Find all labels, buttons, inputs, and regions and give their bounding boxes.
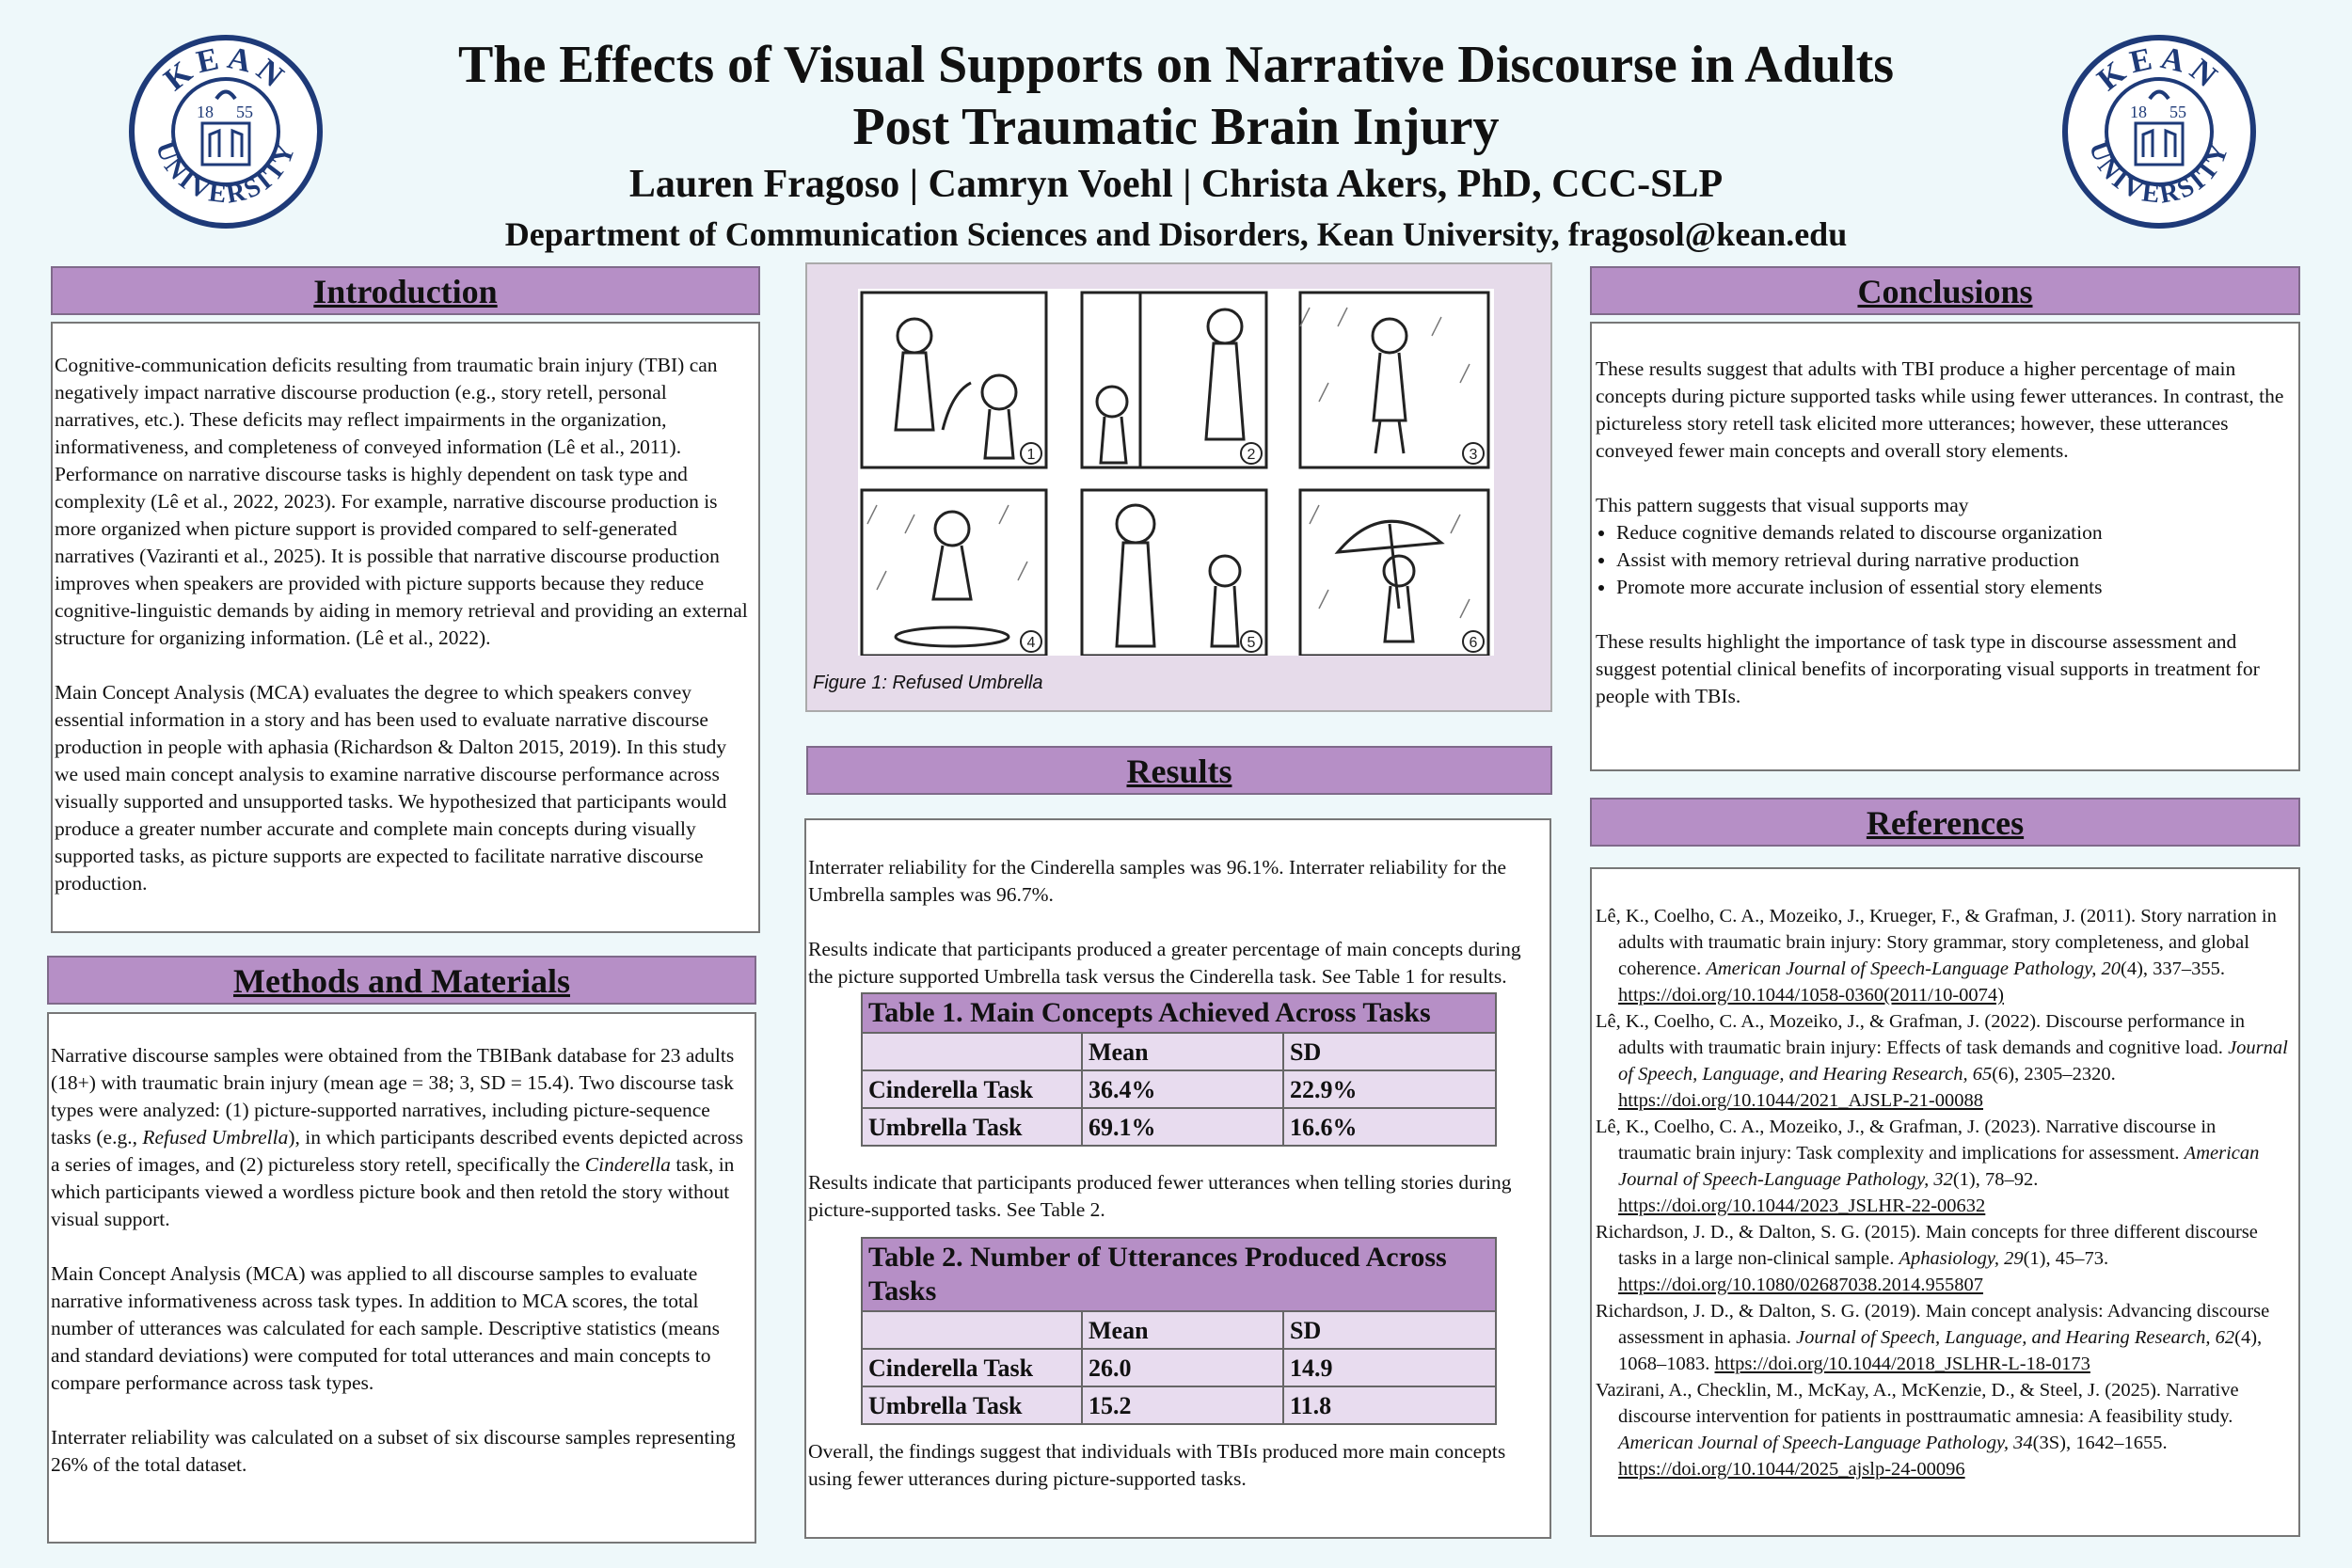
reference-link[interactable]: https://doi.org/10.1044/2023_JSLHR-22-00632 [1618, 1196, 1986, 1216]
panel-number-2: 2 [1247, 447, 1256, 463]
methods-paragraph-1: Narrative discourse samples were obtained from the TBIBank database for 23 adults (18+) with traumatic brain injury (mean age = 38; 3, SD = 15.4). Two discourse task types were analyzed: (1) picture-supported narratives, including picture-sequence tasks (e.g., Refused Umbrella), in which participants described events depicted across a series of images, and (2) pictureless story retell, specifically the Cinderella task, in which participants viewed a wordless picture book and then retold the story without visual support. [51, 1044, 743, 1230]
methods-box [47, 1012, 756, 1544]
panel-number-6: 6 [1469, 635, 1478, 651]
conclusions-heading: Conclusions [1590, 266, 2300, 315]
title-line-1: The Effects of Visual Supports on Narrative Discourse in Adults [457, 36, 1895, 94]
introduction-box [51, 322, 760, 933]
table-row: Cinderella Task 36.4% 22.9% [862, 1070, 1496, 1108]
conclusions-paragraph-2: This pattern suggests that visual supports may [1596, 494, 1969, 516]
introduction-paragraph-2: Main Concept Analysis (MCA) evaluates the degree to which speakers convey essential information in a story and has been used to evaluate narrative discourse production in people with aphasia (Richardson & Dalton 2015, 2019). In this study we used main concept analysis to examine narrative discourse performance across visually supported and unsupported tasks. We hypothesized that participants would produce a greater number accurate and complete main concepts during visually supported tasks, as picture supports are expected to facilitate narrative discourse production. [55, 681, 727, 895]
methods-heading: Methods and Materials [47, 956, 756, 1005]
reference-link[interactable]: https://doi.org/10.1044/2021_AJSLP-21-00088 [1618, 1090, 1984, 1111]
methods-paragraph-3: Interrater reliability was calculated on a subset of six discourse samples representing 26% of the total dataset. [51, 1426, 736, 1476]
svg-text:55: 55 [2169, 103, 2186, 121]
table-2-caption: Table 2. Number of Utterances Produced Across Tasks [862, 1238, 1496, 1311]
reference-item: Lê, K., Coelho, C. A., Mozeiko, J., Krueger, F., & Grafman, J. (2011). Story narration in adults with traumatic brain injury: Story grammar, story completeness, and global coherence. American Journal of Speech-Language Pathology, 20(4), 337–355. https://doi.org/10.1044/1058-0360(2011/10-0074) [1596, 906, 2277, 1006]
reference-item: Lê, K., Coelho, C. A., Mozeiko, J., & Grafman, J. (2022). Discourse performance in adults with traumatic brain injury: Effects of task demands and cognitive load. Journal of Speech, Language, and Hearing Research, 65(6), 2305–2320. https://doi.org/10.1044/2021_AJSLP-21-00088 [1596, 1011, 2288, 1111]
reference-link[interactable]: https://doi.org/10.1080/02687038.2014.955807 [1618, 1275, 1983, 1295]
authors: Lauren Fragoso | Camryn Voehl | Christa Akers, PhD, CCC-SLP [628, 163, 1724, 206]
conclusions-paragraph-1: These results suggest that adults with TBI produce a higher percentage of main concepts during picture supported tasks while using fewer utterances. In contrast, the pictureless story retell task elicited more utterances; however, these utterances conveyed fewer main concepts and overall story elements. [1596, 357, 2284, 462]
svg-text:18: 18 [197, 103, 214, 121]
svg-text:KEAN: KEAN [157, 40, 294, 98]
references-box [1590, 867, 2300, 1537]
references-heading: References [1590, 798, 2300, 847]
conclusions-box [1590, 322, 2300, 771]
conclusions-bullets [1596, 519, 2295, 601]
introduction-paragraph-1: Cognitive-communication deficits resulting from traumatic brain injury (TBI) can negatively impact narrative discourse production (e.g., story retell, personal narratives, etc.). These deficits may reflect impairments in the organization, informativeness, and completeness of conveyed information (Lê et al., 2011). Performance on narrative discourse tasks is highly dependent on task type and complexity (Lê et al., 2022, 2023). For example, narrative discourse production is more organized when picture support is provided compared to self-generated narratives (Vaziranti et al., 2025). It is possible that narrative discourse production improves when speakers are provided with picture supports because they reduce cognitive-linguistic demands by aiding in memory retrieval and providing an external structure for organizing information. (Lê et al., 2022). [55, 354, 748, 649]
introduction-heading: Introduction [51, 266, 760, 315]
conclusions-paragraph-3: These results highlight the importance of task type in discourse assessment and suggest potential clinical benefits of incorporating visual supports in treatment for people with TBIs. [1596, 630, 2260, 707]
reference-link[interactable]: https://doi.org/10.1044/2025_ajslp-24-00096 [1618, 1459, 1965, 1480]
figure-caption: Figure 1: Refused Umbrella [813, 673, 1043, 693]
svg-text:55: 55 [236, 103, 253, 121]
reference-item: Richardson, J. D., & Dalton, S. G. (2019). Main concept analysis: Advancing discourse assessment in aphasia. Journal of Speech, Language, and Hearing Research, 62(4), 1068–1083. https://doi.org/10.1044/2018_JSLHR-L-18-0173 [1596, 1301, 2270, 1374]
results-paragraph-4: Overall, the findings suggest that individuals with TBIs produced more main concepts using fewer utterances during picture-supported tasks. [808, 1440, 1506, 1490]
panel-number-1: 1 [1026, 447, 1036, 463]
results-paragraph-2: Results indicate that participants produced a greater percentage of main concepts during the picture supported Umbrella task versus the Cinderella task. See Table 1 for results. [808, 938, 1521, 988]
svg-text:UNIVERSITY: UNIVERSITY [149, 137, 303, 210]
reference-item: Vazirani, A., Checklin, M., McKay, A., McKenzie, D., & Steel, J. (2025). Narrative discourse intervention for patients in posttraumatic amnesia: A feasibility study. American Journal of Speech-Language Pathology, 34(3S), 1642–1655. https://doi.org/10.1044/2025_ajslp-24-00096 [1596, 1380, 2239, 1480]
table-2 [861, 1237, 1497, 1425]
title-line-2: Post Traumatic Brain Injury [852, 98, 1500, 156]
reference-link[interactable]: https://doi.org/10.1044/1058-0360(2011/10-0074) [1618, 985, 2004, 1006]
figure-box [805, 262, 1552, 712]
table-1-header-mean: Mean [1082, 1033, 1283, 1070]
kean-logo-left [127, 33, 325, 230]
panel-number-3: 3 [1469, 447, 1478, 463]
list-item: • Assist with memory retrieval during narrative production [1616, 546, 2295, 574]
svg-text:KEAN: KEAN [2090, 40, 2228, 98]
results-heading: Results [806, 746, 1552, 795]
table-row: Umbrella Task 69.1% 16.6% [862, 1108, 1496, 1146]
list-item: • Promote more accurate inclusion of essential story elements [1616, 574, 2295, 601]
table-row: Umbrella Task 15.2 11.8 [862, 1386, 1496, 1424]
table-2-header-sd: SD [1283, 1311, 1496, 1349]
table-row: Cinderella Task 26.0 14.9 [862, 1349, 1496, 1386]
reference-item: Richardson, J. D., & Dalton, S. G. (2015). Main concepts for three different discourse tasks in a large non-clinical sample. Aphasiology, 29(1), 45–73. https://doi.org/10.1080/02687038.2014.955807 [1596, 1222, 2258, 1295]
poster-title [0, 34, 2352, 158]
department: Department of Communication Sciences and Disorders, Kean University, fragosol@kean.edu [504, 215, 1848, 253]
refused-umbrella-comic [858, 289, 1494, 656]
svg-text:18: 18 [2130, 103, 2147, 121]
table-1-header-sd: SD [1283, 1033, 1496, 1070]
results-paragraph-1: Interrater reliability for the Cinderella samples was 96.1%. Interrater reliability for the Umbrella samples was 96.7%. [808, 856, 1507, 906]
kean-logo-right [2060, 33, 2258, 230]
panel-number-5: 5 [1247, 635, 1256, 651]
reference-item: Lê, K., Coelho, C. A., Mozeiko, J., & Grafman, J. (2023). Narrative discourse in traumatic brain injury: Task complexity and implications for assessment. American Journal of Speech-Language Pathology, 32(1), 78–92. https://doi.org/10.1044/2023_JSLHR-22-00632 [1596, 1117, 2260, 1216]
table-1-caption: Table 1. Main Concepts Achieved Across Tasks [862, 993, 1496, 1033]
reference-link[interactable]: https://doi.org/10.1044/2018_JSLHR-L-18-0173 [1714, 1354, 2090, 1374]
list-item: • Reduce cognitive demands related to discourse organization [1616, 519, 2295, 546]
table-2-header-mean: Mean [1082, 1311, 1283, 1349]
results-paragraph-3: Results indicate that participants produced fewer utterances when telling stories during picture-supported tasks. See Table 2. [808, 1171, 1512, 1221]
methods-paragraph-2: Main Concept Analysis (MCA) was applied to all discourse samples to evaluate narrative informativeness across task types. In addition to MCA scores, the total number of utterances was calculated for each sample. Descriptive statistics (means and standard deviations) were computed for total utterances and main concepts to compare performance across task types. [51, 1262, 721, 1394]
results-box [804, 818, 1551, 1539]
table-1 [861, 992, 1497, 1147]
panel-number-4: 4 [1026, 635, 1036, 651]
svg-text:UNIVERSITY: UNIVERSITY [2082, 137, 2236, 210]
